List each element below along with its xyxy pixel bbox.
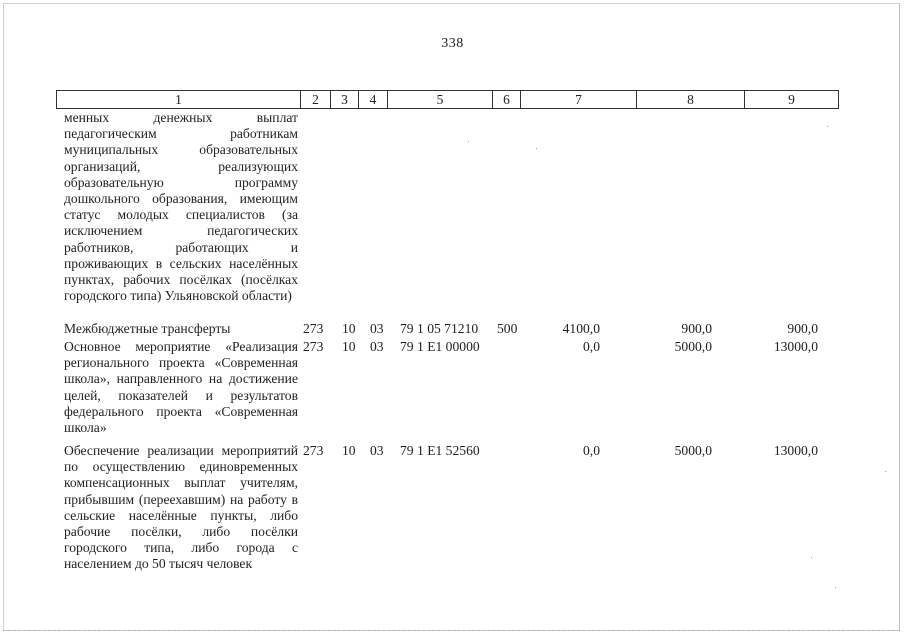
scan-speck <box>468 141 469 142</box>
row-2-col-5: 79 1 E1 00000 <box>400 339 480 354</box>
row-3-description: Обеспечение реализации мероприятий по осуществлению единовременных компенсационных выплат учителям, прибывшим (переехавшим) на работу в сельские населённые пункты, либо рабочие посёлки, либо посёлки городского типа, либо города с населением до 50 тысяч человек <box>64 443 298 572</box>
row-2-col-8: 5000,0 <box>674 339 712 354</box>
row-3-col-4: 03 <box>370 443 384 458</box>
row-1-col-9: 900,0 <box>787 321 818 336</box>
header-col-6: 6 <box>492 90 520 109</box>
row-2-col-3: 10 <box>342 339 356 354</box>
row-2-description: Основное мероприятие «Реализация регионального проекта «Современная школа», направленного на достижение целей, показателей и результатов федерального проекта «Современная школа» <box>64 339 298 436</box>
header-col-7: 7 <box>520 90 636 109</box>
page-number: 338 <box>441 36 464 51</box>
row-1-col-3: 10 <box>342 321 356 336</box>
row-1-col-5: 79 1 05 71210 <box>400 321 479 336</box>
row-2-col-7: 0,0 <box>583 339 600 354</box>
header-col-9: 9 <box>744 90 839 109</box>
header-col-3: 3 <box>330 90 358 109</box>
row-3-col-7: 0,0 <box>583 443 600 458</box>
scan-speck <box>811 557 812 558</box>
scan-speck <box>885 471 886 472</box>
row-2-col-9: 13000,0 <box>773 339 818 354</box>
row-3-col-2: 273 <box>303 443 324 458</box>
row-1-col-7: 4100,0 <box>562 321 600 336</box>
row-1-col-4: 03 <box>370 321 384 336</box>
scan-speck <box>536 148 537 149</box>
row-1-col-2: 273 <box>303 321 324 336</box>
scan-edge <box>3 630 900 633</box>
header-col-1: 1 <box>56 90 300 109</box>
header-col-5: 5 <box>387 90 492 109</box>
header-col-8: 8 <box>636 90 744 109</box>
header-col-2: 2 <box>300 90 330 109</box>
scan-speck <box>835 587 836 588</box>
row-3-col-9: 13000,0 <box>773 443 818 458</box>
row-2-col-4: 03 <box>370 339 384 354</box>
table-header <box>56 90 839 109</box>
scan-speck <box>827 126 828 127</box>
row-3-col-8: 5000,0 <box>674 443 712 458</box>
row-0-description: менных денежных выплат педагогическим работникам муниципальных образовательных организаций, реализующих образовательную программу дошкольного образования, имеющим статус молодых специалистов (за исключением педагогических работников, работающих и проживающих в сельских населённых пунктах, рабочих посёлках (посёлках городского типа) Ульяновской области) <box>64 110 298 304</box>
row-1-description: Межбюджетные трансферты <box>64 321 231 336</box>
row-2-col-2: 273 <box>303 339 324 354</box>
row-3-col-5: 79 1 E1 52560 <box>400 443 480 458</box>
header-col-4: 4 <box>358 90 387 109</box>
row-3-col-3: 10 <box>342 443 356 458</box>
row-1-col-6: 500 <box>497 321 518 336</box>
row-1-col-8: 900,0 <box>681 321 712 336</box>
